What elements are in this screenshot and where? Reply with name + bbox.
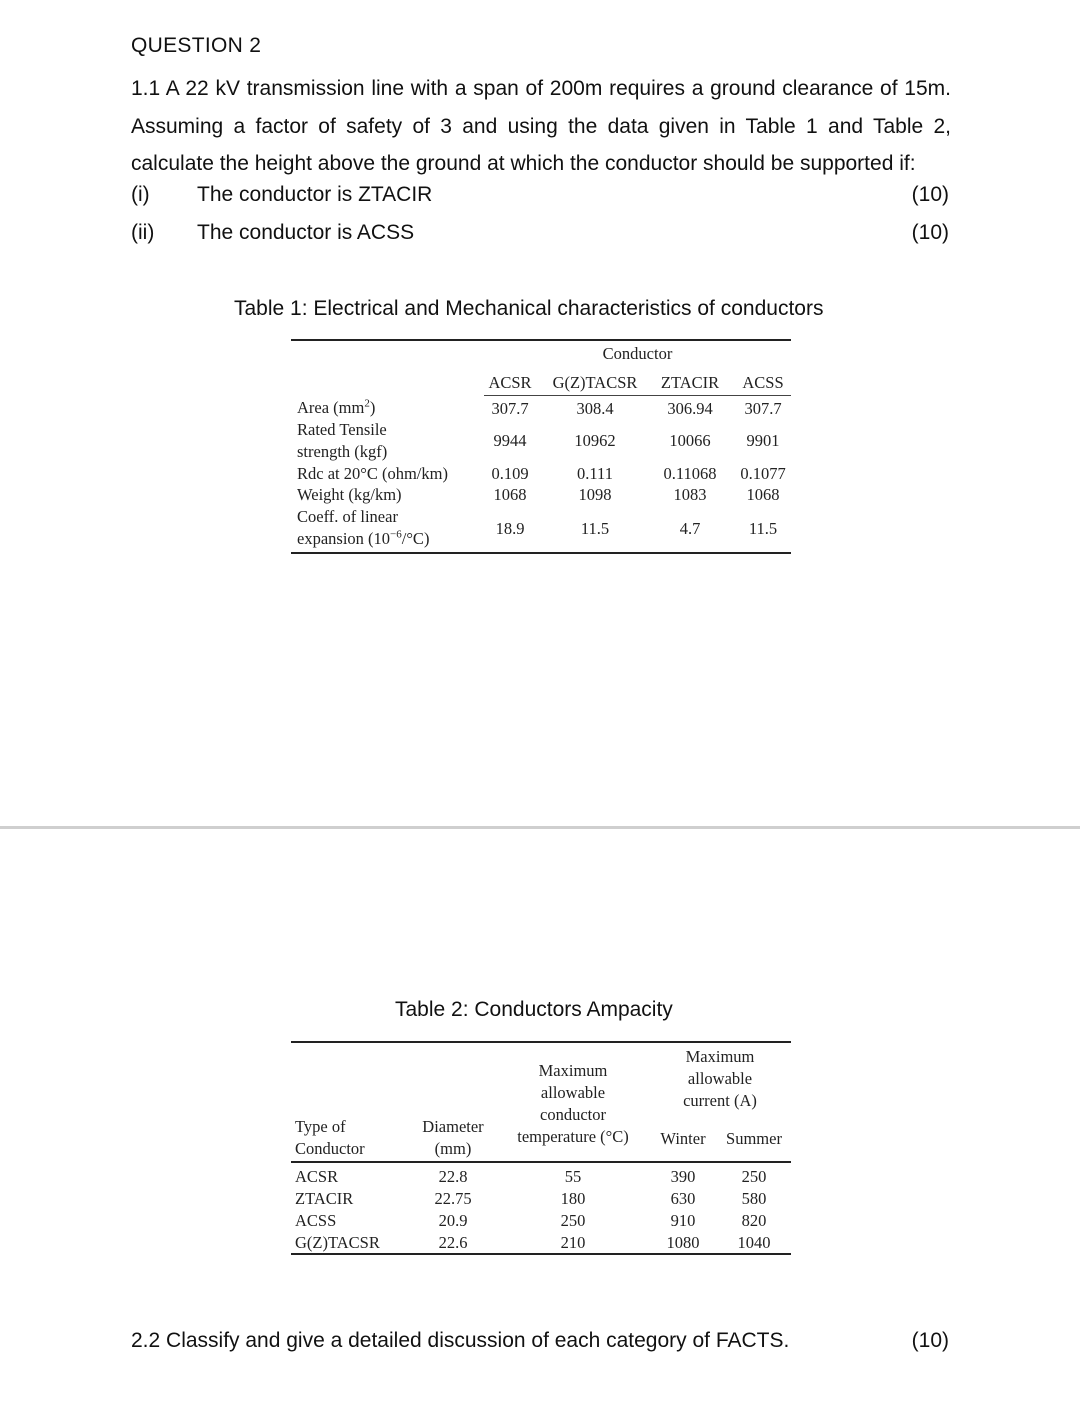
- table1-row-label: Area $(mm^2)$: [297, 397, 376, 417]
- sub-question-marks: (10): [911, 183, 949, 206]
- table2-cell: 210: [560, 1233, 586, 1252]
- table2-header: allowable: [687, 1069, 753, 1088]
- table1-cell: 10066: [669, 431, 711, 450]
- question-2-2-marks: (10): [911, 1329, 949, 1352]
- table1-cell: 307.7: [744, 399, 782, 418]
- table2-cell-type: G(Z)TACSR: [295, 1233, 380, 1252]
- question-2-2-text: 2.2 Classify and give a detailed discussion of each category of FACTS.: [131, 1329, 790, 1352]
- table1-col-header: ZTACIR: [660, 373, 720, 392]
- sub-question-text: The conductor is ACSS: [197, 221, 415, 244]
- table1-row-label: Rdc at 20°C (ohm/km): [297, 464, 448, 483]
- table2-header: (mm): [434, 1139, 472, 1158]
- table2-header: Summer: [726, 1129, 782, 1148]
- table2-header: Maximum: [685, 1047, 755, 1066]
- table2-cell: 22.8: [438, 1167, 468, 1186]
- question-title: QUESTION 2: [131, 34, 262, 57]
- sub-question-number: (i): [131, 183, 150, 206]
- table2-header: Conductor: [295, 1139, 365, 1158]
- table1-cell: 306.94: [667, 399, 713, 418]
- sub-question-text: The conductor is ZTACIR: [197, 183, 433, 206]
- table-rule: [291, 552, 791, 554]
- table1-row-label: Weight (kg/km): [297, 485, 402, 504]
- table1-col-header: ACSS: [742, 373, 784, 392]
- table1-cell: 1098: [578, 485, 612, 504]
- table1-row-label: Coeff. of linear: [297, 507, 398, 526]
- table2-cell: 580: [741, 1189, 767, 1208]
- table2-header: current (A): [683, 1091, 757, 1110]
- sub-question-ii: [131, 221, 949, 251]
- table1-cell: 0.1077: [740, 464, 786, 483]
- table2-cell: 630: [670, 1189, 696, 1208]
- table-rule: [291, 1253, 791, 1255]
- table-rule: [291, 339, 791, 341]
- table2-cell: 390: [670, 1167, 696, 1186]
- table2-cell: 910: [670, 1211, 696, 1230]
- table1-cell: 9901: [746, 431, 780, 450]
- table1-group-header: Conductor: [602, 344, 673, 363]
- table2-cell-type: ACSR: [295, 1167, 339, 1186]
- table2-cell-type: ACSS: [295, 1211, 337, 1230]
- table1-row-label: expansion $(10^{-6}/^\circ C)$: [297, 528, 430, 548]
- sub-question-i: [131, 183, 949, 213]
- table2-header: allowable: [540, 1083, 606, 1102]
- table1-cell: 9944: [493, 431, 527, 450]
- table1-col-header: ACSR: [488, 373, 532, 392]
- table2-cell: 55: [564, 1167, 582, 1186]
- table1-cell: 1083: [673, 485, 707, 504]
- table1-cell: 0.111: [577, 464, 613, 483]
- table1-cell: 18.9: [495, 519, 525, 538]
- table1-col-header: G(Z)TACSR: [552, 373, 638, 392]
- table2-cell: 250: [741, 1167, 767, 1186]
- table2-header: Diameter: [422, 1117, 484, 1136]
- table2-header: Maximum: [538, 1061, 608, 1080]
- table2-cell: 1040: [737, 1233, 771, 1252]
- table1-cell: 1068: [746, 485, 780, 504]
- table2-cell: 1080: [666, 1233, 700, 1252]
- table-rule: [291, 1041, 791, 1043]
- table1-cell: 308.4: [576, 399, 614, 418]
- table1-cell: 1068: [493, 485, 527, 504]
- table2-header: temperature (°C): [517, 1127, 629, 1146]
- table1-row-label: Rated Tensile: [297, 420, 387, 439]
- table2-header: Type of: [295, 1117, 346, 1136]
- table2-cell-type: ZTACIR: [295, 1189, 354, 1208]
- table2-cell: 250: [560, 1211, 586, 1230]
- table-rule: [484, 395, 791, 396]
- sub-question-marks: (10): [911, 221, 949, 244]
- table2-cell: 22.75: [434, 1189, 472, 1208]
- table2-cell: 180: [560, 1189, 586, 1208]
- table1-cell: 10962: [574, 431, 616, 450]
- table1-cell: 0.109: [491, 464, 529, 483]
- question-2-2: [131, 1329, 949, 1359]
- table1-caption: Table 1: Electrical and Mechanical characteristics of conductors: [234, 297, 824, 320]
- table1-cell: 0.11068: [663, 464, 717, 483]
- table1-cell: 11.5: [748, 519, 778, 538]
- page-divider: [0, 826, 1080, 829]
- table2-header: conductor: [540, 1105, 606, 1124]
- table1-cell: 307.7: [491, 399, 529, 418]
- table1-row-label: strength (kgf): [297, 442, 388, 461]
- sub-question-number: (ii): [131, 221, 155, 244]
- table-rule: [291, 1161, 791, 1163]
- table2-caption: Table 2: Conductors Ampacity: [395, 998, 673, 1021]
- table1-cell: 4.7: [679, 519, 701, 538]
- table2-cell: 22.6: [438, 1233, 468, 1252]
- table1-cell: 11.5: [580, 519, 610, 538]
- question-intro: 1.1 A 22 kV transmission line with a span of 200m requires a ground clearance of 15m. Assuming a factor of safety of 3 and using the data given in Table 1 and Table 2, calculate the height above the ground at which the conductor should be supported if:: [131, 77, 951, 175]
- table2-cell: 820: [741, 1211, 767, 1230]
- table2-cell: 20.9: [438, 1211, 468, 1230]
- table2-header: Winter: [660, 1129, 706, 1148]
